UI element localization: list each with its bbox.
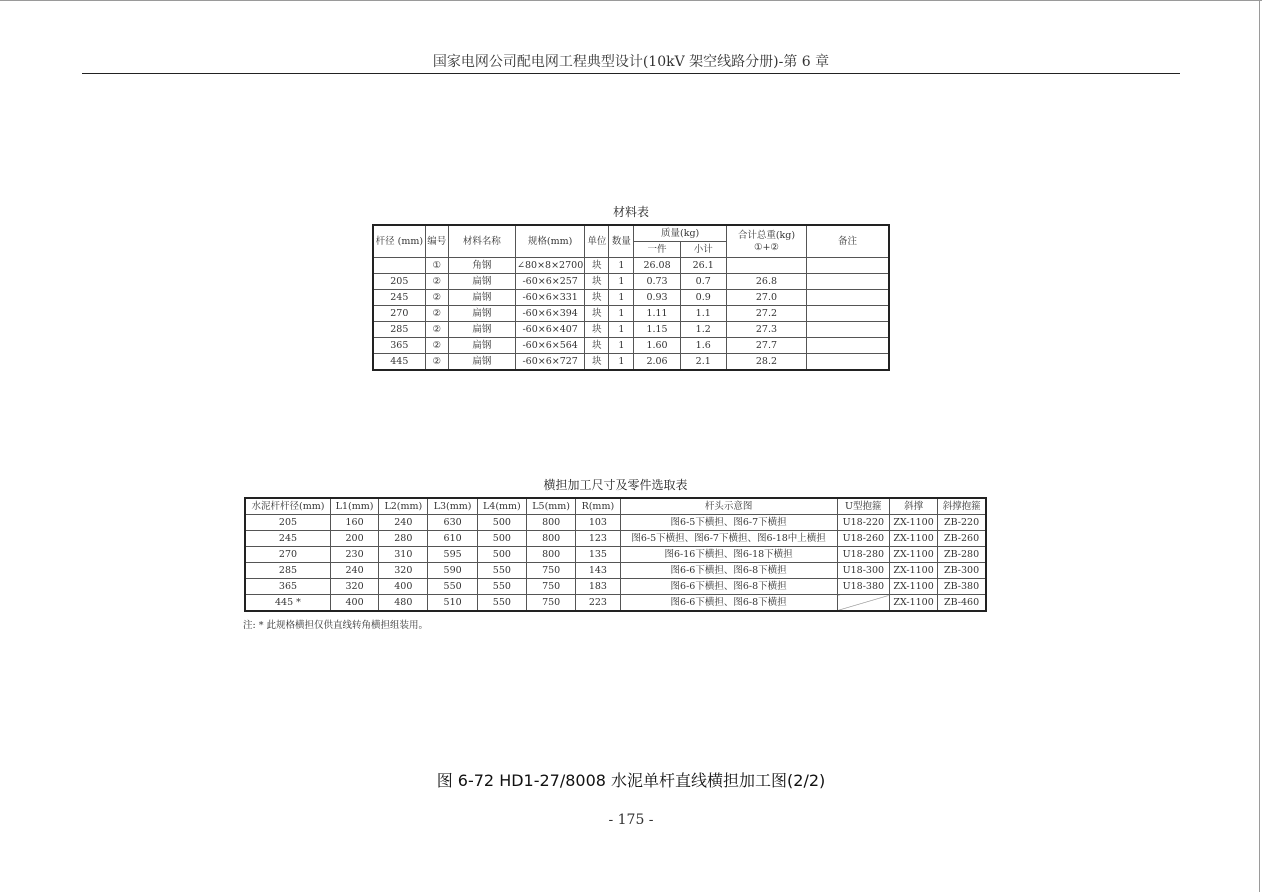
crossarm-cell: U18-260 bbox=[837, 531, 889, 547]
crossarm-cell: ZX-1100 bbox=[889, 579, 937, 595]
material-cell-number: ② bbox=[425, 274, 448, 290]
crossarm-cell: ZB-380 bbox=[938, 579, 986, 595]
material-cell-one: 26.08 bbox=[634, 258, 680, 274]
crossarm-cell: 610 bbox=[428, 531, 477, 547]
crossarm-cell: 750 bbox=[527, 579, 576, 595]
table-row bbox=[245, 579, 986, 595]
header-qty: 数量 bbox=[609, 225, 634, 258]
material-cell-qty: 1 bbox=[609, 354, 634, 371]
crossarm-cell: 图6-5下横担、图6-7下横担、图6-18中上横担 bbox=[620, 531, 837, 547]
material-cell-one: 0.93 bbox=[634, 290, 680, 306]
table-row bbox=[373, 274, 889, 290]
material-cell-spec: -60×6×257 bbox=[516, 274, 585, 290]
material-cell-remark bbox=[807, 338, 889, 354]
material-cell-number: ② bbox=[425, 306, 448, 322]
crossarm-cell bbox=[837, 595, 889, 612]
material-cell-total bbox=[726, 258, 806, 274]
crossarm-cell: 510 bbox=[428, 595, 477, 612]
crossarm-cell: 550 bbox=[477, 579, 526, 595]
crossarm-cell: 200 bbox=[330, 531, 378, 547]
crossarm-header-0: 水泥杆杆径(mm) bbox=[245, 498, 330, 515]
crossarm-header-1: L1(mm) bbox=[330, 498, 378, 515]
crossarm-cell: ZB-300 bbox=[938, 563, 986, 579]
crossarm-header-4: L4(mm) bbox=[477, 498, 526, 515]
crossarm-cell: 590 bbox=[428, 563, 477, 579]
crossarm-header-6: R(mm) bbox=[576, 498, 620, 515]
material-cell-qty: 1 bbox=[609, 274, 634, 290]
crossarm-cell: ZX-1100 bbox=[889, 515, 937, 531]
material-cell-one: 0.73 bbox=[634, 274, 680, 290]
crossarm-cell: 400 bbox=[330, 595, 378, 612]
header-spec: 规格(mm) bbox=[516, 225, 585, 258]
crossarm-cell: ZB-460 bbox=[938, 595, 986, 612]
material-cell-number: ② bbox=[425, 338, 448, 354]
crossarm-header-2: L2(mm) bbox=[379, 498, 428, 515]
material-cell-sub: 1.1 bbox=[680, 306, 726, 322]
material-cell-spec: -60×6×407 bbox=[516, 322, 585, 338]
crossarm-cell: ZB-260 bbox=[938, 531, 986, 547]
crossarm-header-5: L5(mm) bbox=[527, 498, 576, 515]
header-diameter: 杆径 (mm) bbox=[373, 225, 425, 258]
header-remark: 备注 bbox=[807, 225, 889, 258]
material-cell-diameter: 205 bbox=[373, 274, 425, 290]
material-cell-qty: 1 bbox=[609, 322, 634, 338]
table-row bbox=[245, 563, 986, 579]
crossarm-cell: 630 bbox=[428, 515, 477, 531]
material-cell-number: ② bbox=[425, 322, 448, 338]
header-number: 编号 bbox=[425, 225, 448, 258]
header-mass-one: 一件 bbox=[634, 242, 680, 258]
material-cell-spec: ∠80×8×2700 bbox=[516, 258, 585, 274]
material-cell-one: 1.60 bbox=[634, 338, 680, 354]
table-row bbox=[245, 547, 986, 563]
material-cell-diameter: 270 bbox=[373, 306, 425, 322]
crossarm-cell: 图6-6下横担、图6-8下横担 bbox=[620, 595, 837, 612]
header-total bbox=[726, 225, 806, 258]
table-row bbox=[373, 290, 889, 306]
crossarm-cell: 500 bbox=[477, 531, 526, 547]
material-table-caption: 材料表 bbox=[612, 205, 649, 219]
crossarm-cell: 160 bbox=[330, 515, 378, 531]
crossarm-cell: 445 * bbox=[245, 595, 330, 612]
header-mass: 质量(kg) bbox=[634, 225, 726, 242]
material-cell-diameter: 245 bbox=[373, 290, 425, 306]
crossarm-header-9: 斜撑 bbox=[889, 498, 937, 515]
table-row bbox=[373, 258, 889, 274]
crossarm-cell: ZB-280 bbox=[938, 547, 986, 563]
material-cell-total: 27.0 bbox=[726, 290, 806, 306]
table-row bbox=[245, 595, 986, 612]
material-table bbox=[372, 224, 890, 371]
crossarm-cell: 500 bbox=[477, 547, 526, 563]
header-mass-sub: 小计 bbox=[680, 242, 726, 258]
crossarm-cell: 135 bbox=[576, 547, 620, 563]
crossarm-cell: 750 bbox=[527, 563, 576, 579]
material-cell-sub: 0.7 bbox=[680, 274, 726, 290]
header-name: 材料名称 bbox=[448, 225, 515, 258]
material-cell-number: ② bbox=[425, 354, 448, 371]
crossarm-cell: 223 bbox=[576, 595, 620, 612]
material-cell-qty: 1 bbox=[609, 290, 634, 306]
crossarm-cell: 103 bbox=[576, 515, 620, 531]
material-cell-unit: 块 bbox=[585, 258, 609, 274]
material-cell-unit: 块 bbox=[585, 338, 609, 354]
crossarm-table-body bbox=[245, 515, 986, 612]
table-row bbox=[373, 322, 889, 338]
crossarm-cell: 183 bbox=[576, 579, 620, 595]
material-cell-name: 角钢 bbox=[448, 258, 515, 274]
material-cell-remark bbox=[807, 290, 889, 306]
crossarm-cell: U18-280 bbox=[837, 547, 889, 563]
crossarm-cell: 365 bbox=[245, 579, 330, 595]
material-cell-spec: -60×6×331 bbox=[516, 290, 585, 306]
material-cell-total: 27.7 bbox=[726, 338, 806, 354]
crossarm-header-7: 杆头示意图 bbox=[620, 498, 837, 515]
material-cell-sub: 0.9 bbox=[680, 290, 726, 306]
crossarm-cell: 480 bbox=[379, 595, 428, 612]
material-cell-remark bbox=[807, 258, 889, 274]
crossarm-cell: 143 bbox=[576, 563, 620, 579]
crossarm-cell: 245 bbox=[245, 531, 330, 547]
material-cell-remark bbox=[807, 306, 889, 322]
material-cell-sub: 2.1 bbox=[680, 354, 726, 371]
page-border-top bbox=[0, 0, 1262, 1]
table-row bbox=[245, 531, 986, 547]
crossarm-cell: 图6-6下横担、图6-8下横担 bbox=[620, 579, 837, 595]
crossarm-cell: 123 bbox=[576, 531, 620, 547]
material-cell-spec: -60×6×394 bbox=[516, 306, 585, 322]
material-cell-total: 27.3 bbox=[726, 322, 806, 338]
crossarm-header-8: U型抱箍 bbox=[837, 498, 889, 515]
material-cell-remark bbox=[807, 322, 889, 338]
crossarm-cell: 图6-6下横担、图6-8下横担 bbox=[620, 563, 837, 579]
material-cell-sub: 1.2 bbox=[680, 322, 726, 338]
crossarm-cell: 500 bbox=[477, 515, 526, 531]
crossarm-cell: U18-300 bbox=[837, 563, 889, 579]
material-cell-name: 扁钢 bbox=[448, 338, 515, 354]
crossarm-cell: 595 bbox=[428, 547, 477, 563]
crossarm-cell: 800 bbox=[527, 547, 576, 563]
crossarm-cell: 750 bbox=[527, 595, 576, 612]
crossarm-header-10: 斜撑抱箍 bbox=[938, 498, 986, 515]
material-cell-sub: 26.1 bbox=[680, 258, 726, 274]
material-cell-unit: 块 bbox=[585, 306, 609, 322]
crossarm-cell: 280 bbox=[379, 531, 428, 547]
crossarm-table-caption: 横担加工尺寸及零件选取表 bbox=[543, 478, 688, 492]
material-cell-diameter: 285 bbox=[373, 322, 425, 338]
crossarm-cell: 205 bbox=[245, 515, 330, 531]
material-cell-name: 扁钢 bbox=[448, 274, 515, 290]
crossarm-cell: ZX-1100 bbox=[889, 563, 937, 579]
material-cell-total: 26.8 bbox=[726, 274, 806, 290]
material-cell-qty: 1 bbox=[609, 306, 634, 322]
material-cell-diameter bbox=[373, 258, 425, 274]
material-cell-total: 28.2 bbox=[726, 354, 806, 371]
table-row bbox=[373, 306, 889, 322]
crossarm-cell: ZX-1100 bbox=[889, 531, 937, 547]
material-table-body bbox=[373, 258, 889, 371]
crossarm-header-3: L3(mm) bbox=[428, 498, 477, 515]
table-row bbox=[373, 354, 889, 371]
crossarm-cell: 400 bbox=[379, 579, 428, 595]
table-row bbox=[245, 515, 986, 531]
material-cell-qty: 1 bbox=[609, 338, 634, 354]
material-cell-diameter: 365 bbox=[373, 338, 425, 354]
crossarm-header-row bbox=[245, 498, 986, 515]
table-row bbox=[373, 338, 889, 354]
crossarm-cell: 240 bbox=[330, 563, 378, 579]
crossarm-cell: U18-380 bbox=[837, 579, 889, 595]
page-border-right bbox=[1259, 0, 1260, 892]
material-cell-unit: 块 bbox=[585, 290, 609, 306]
crossarm-cell: 图6-16下横担、图6-18下横担 bbox=[620, 547, 837, 563]
material-cell-one: 2.06 bbox=[634, 354, 680, 371]
page-header-title: 国家电网公司配电网工程典型设计(10kV 架空线路分册)-第 6 章 bbox=[432, 54, 830, 70]
material-cell-remark bbox=[807, 274, 889, 290]
material-cell-spec: -60×6×727 bbox=[516, 354, 585, 371]
crossarm-cell: 320 bbox=[330, 579, 378, 595]
material-cell-spec: -60×6×564 bbox=[516, 338, 585, 354]
crossarm-cell: 800 bbox=[527, 531, 576, 547]
crossarm-note: 注: * 此规格横担仅供直线转角横担组装用。 bbox=[243, 620, 428, 631]
material-cell-name: 扁钢 bbox=[448, 306, 515, 322]
header-unit: 单位 bbox=[585, 225, 609, 258]
crossarm-cell: 230 bbox=[330, 547, 378, 563]
crossarm-cell: U18-220 bbox=[837, 515, 889, 531]
crossarm-cell: ZX-1100 bbox=[889, 547, 937, 563]
material-cell-total: 27.2 bbox=[726, 306, 806, 322]
figure-title: 图 6-72 HD1-27/8008 水泥单杆直线横担加工图(2/2) bbox=[436, 771, 826, 790]
crossarm-cell: 320 bbox=[379, 563, 428, 579]
material-cell-name: 扁钢 bbox=[448, 322, 515, 338]
material-cell-one: 1.11 bbox=[634, 306, 680, 322]
header-total-line2: ①+② bbox=[753, 242, 779, 253]
material-cell-number: ① bbox=[425, 258, 448, 274]
crossarm-cell: 240 bbox=[379, 515, 428, 531]
material-cell-unit: 块 bbox=[585, 354, 609, 371]
material-cell-one: 1.15 bbox=[634, 322, 680, 338]
crossarm-table bbox=[244, 497, 987, 612]
crossarm-cell: 550 bbox=[477, 563, 526, 579]
crossarm-cell: ZB-220 bbox=[938, 515, 986, 531]
crossarm-cell: ZX-1100 bbox=[889, 595, 937, 612]
material-cell-sub: 1.6 bbox=[680, 338, 726, 354]
material-cell-diameter: 445 bbox=[373, 354, 425, 371]
header-rule bbox=[82, 73, 1180, 74]
header-total-line1: 合计总重(kg) bbox=[737, 229, 796, 241]
crossarm-cell: 800 bbox=[527, 515, 576, 531]
crossarm-cell: 270 bbox=[245, 547, 330, 563]
page-number: - 175 - bbox=[608, 812, 654, 828]
material-cell-qty: 1 bbox=[609, 258, 634, 274]
material-cell-remark bbox=[807, 354, 889, 371]
crossarm-cell: 图6-5下横担、图6-7下横担 bbox=[620, 515, 837, 531]
material-cell-unit: 块 bbox=[585, 322, 609, 338]
material-cell-name: 扁钢 bbox=[448, 354, 515, 371]
material-cell-unit: 块 bbox=[585, 274, 609, 290]
crossarm-cell: 285 bbox=[245, 563, 330, 579]
material-cell-name: 扁钢 bbox=[448, 290, 515, 306]
crossarm-cell: 550 bbox=[477, 595, 526, 612]
crossarm-cell: 550 bbox=[428, 579, 477, 595]
material-cell-number: ② bbox=[425, 290, 448, 306]
crossarm-cell: 310 bbox=[379, 547, 428, 563]
